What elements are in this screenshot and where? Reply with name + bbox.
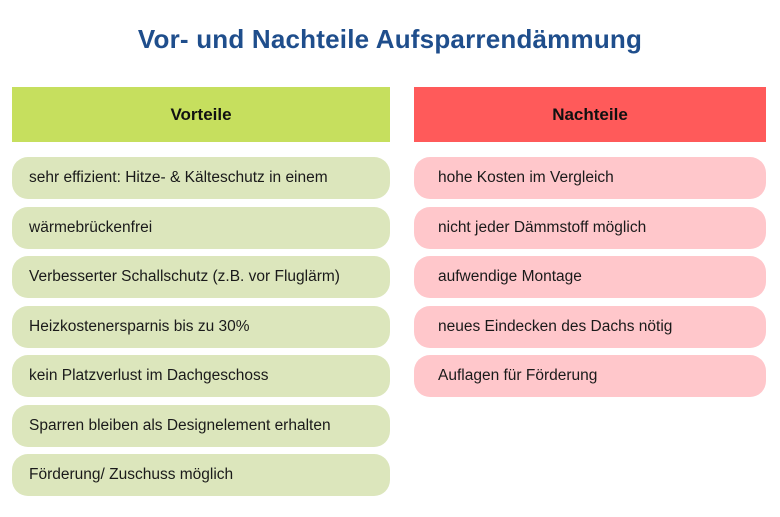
page-title: Vor- und Nachteile Aufsparrendämmung — [137, 24, 643, 54]
nachteile-header: Nachteile — [414, 87, 766, 142]
vorteile-list — [12, 157, 390, 496]
vorteile-item: sehr effizient: Hitze- & Kälteschutz in einem — [12, 157, 390, 199]
vorteile-item: Sparren bleiben als Designelement erhalten — [12, 405, 390, 447]
nachteile-item: Auflagen für Förderung — [414, 355, 766, 397]
vorteile-item: wärmebrückenfrei — [12, 207, 390, 249]
vorteile-item: Heizkostenersparnis bis zu 30% — [12, 306, 390, 348]
vorteile-item: Förderung/ Zuschuss möglich — [12, 454, 390, 496]
nachteile-item: aufwendige Montage — [414, 256, 766, 298]
nachteile-item: neues Eindecken des Dachs nötig — [414, 306, 766, 348]
nachteile-item: nicht jeder Dämmstoff möglich — [414, 207, 766, 249]
vorteile-header: Vorteile — [12, 87, 390, 142]
vorteile-item: Verbesserter Schallschutz (z.B. vor Fluglärm) — [12, 256, 390, 298]
vorteile-column — [12, 87, 390, 504]
vorteile-item: kein Platzverlust im Dachgeschoss — [12, 355, 390, 397]
nachteile-item: hohe Kosten im Vergleich — [414, 157, 766, 199]
nachteile-list — [414, 157, 766, 397]
nachteile-column — [414, 87, 766, 405]
